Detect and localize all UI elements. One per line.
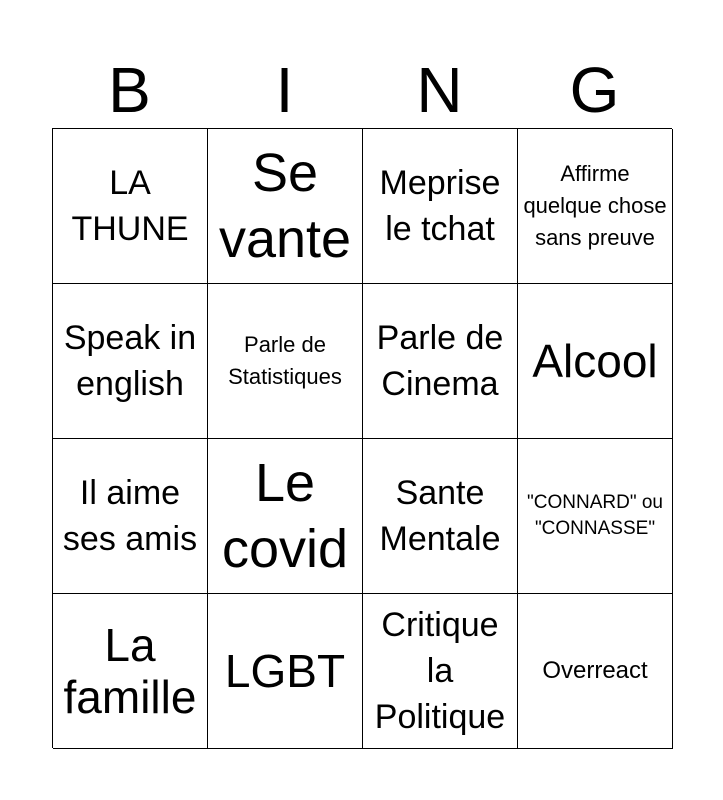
bingo-cell[interactable] xyxy=(518,439,673,594)
bingo-cell[interactable] xyxy=(53,284,208,439)
cell-text: Affirme quelque chose sans preuve xyxy=(523,161,667,250)
cell-text: LGBT xyxy=(224,645,346,697)
bingo-cell[interactable] xyxy=(208,129,363,284)
cell-text: Le covid xyxy=(221,453,349,579)
cell-text: Il aime ses amis xyxy=(62,474,198,558)
cell-text: Se vante xyxy=(218,143,352,269)
header-letter-n: N xyxy=(416,54,463,126)
bingo-cell[interactable] xyxy=(518,129,673,284)
bingo-cell[interactable] xyxy=(208,594,363,749)
cell-text: Sante Mentale xyxy=(379,474,501,558)
bingo-cell[interactable] xyxy=(363,594,518,749)
cell-text: Alcool xyxy=(532,335,658,387)
bingo-cell[interactable] xyxy=(363,284,518,439)
header-letter-g: G xyxy=(569,54,620,126)
header-letter-i: I xyxy=(275,54,294,126)
bingo-cell[interactable] xyxy=(363,439,518,594)
header-letter-b: B xyxy=(108,54,151,126)
cell-text: Overreact xyxy=(542,657,648,684)
cell-text: "CONNARD" ou "CONNASSE" xyxy=(527,492,663,539)
cell-text: Critique la Politique xyxy=(374,606,506,736)
cell-text: La famille xyxy=(63,619,197,723)
bingo-cell[interactable] xyxy=(518,594,673,749)
cell-text: Parle de Cinema xyxy=(376,319,504,403)
cell-text: Speak in english xyxy=(63,319,197,403)
bingo-header xyxy=(52,52,672,128)
bingo-cell[interactable] xyxy=(518,284,673,439)
cell-text: Meprise le tchat xyxy=(379,164,501,248)
bingo-cell[interactable] xyxy=(208,439,363,594)
bingo-cell[interactable] xyxy=(53,594,208,749)
bingo-cell[interactable] xyxy=(53,439,208,594)
bingo-cell[interactable] xyxy=(53,129,208,284)
bingo-cell[interactable] xyxy=(208,284,363,439)
bingo-grid xyxy=(52,128,672,748)
bingo-cell[interactable] xyxy=(363,129,518,284)
cell-text: LA THUNE xyxy=(71,164,189,248)
cell-text: Parle de Statistiques xyxy=(228,332,342,389)
